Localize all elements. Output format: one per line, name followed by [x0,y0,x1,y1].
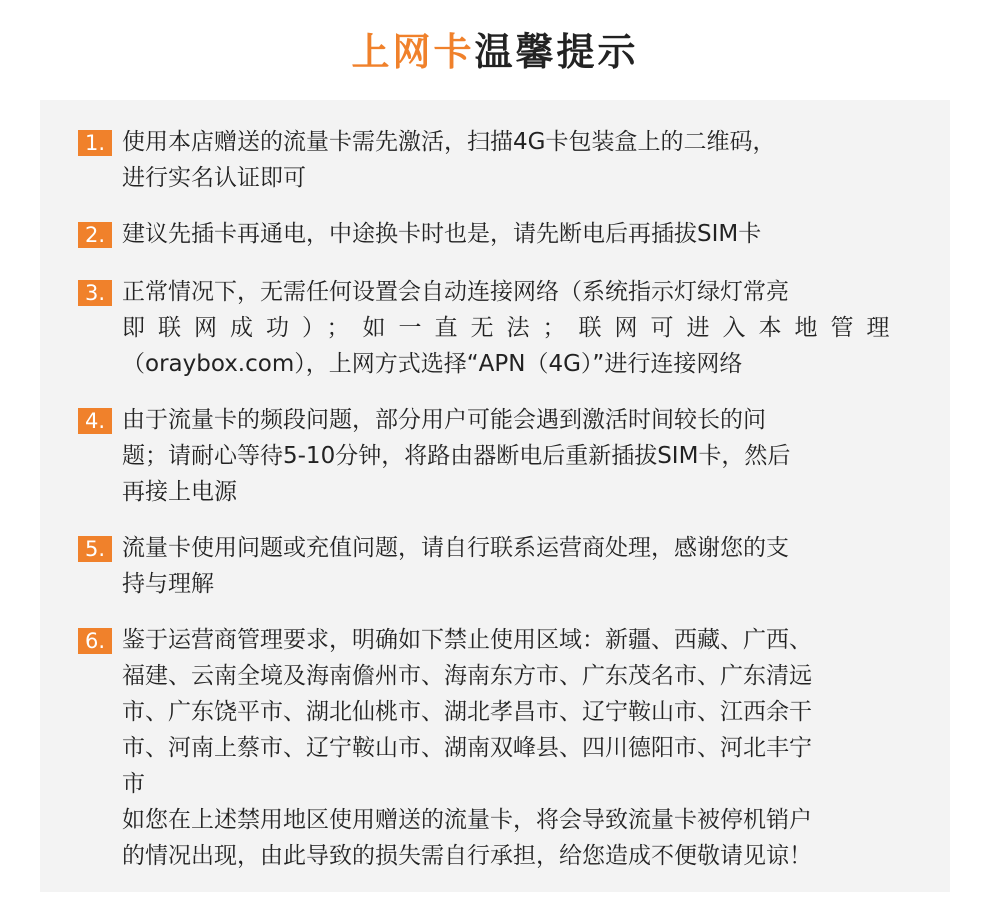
tip-text [122,530,914,602]
title-rest: 温馨提示 [474,30,639,74]
tip-number-badge: 6. [78,628,112,654]
tip-line: 题；请耐心等待5-10分钟，将路由器断电后重新插拔SIM卡，然后 [122,443,791,469]
tip-number-badge: 3. [78,280,112,306]
tip-line: 进行实名认证即可 [122,165,306,191]
tip-text [122,216,914,252]
tip-item-4 [78,402,914,510]
tip-line: 持与理解 [122,571,214,597]
tip-line: 如您在上述禁用地区使用赠送的流量卡，将会导致流量卡被停机销户 [122,807,812,833]
tip-line: 市、广东饶平市、湖北仙桃市、湖北孝昌市、辽宁鞍山市、江西余干 [122,699,812,725]
tip-line: 即联网成功）；如一直无法；联网可进入本地管理 [122,315,903,341]
tip-item-6 [78,622,914,874]
tip-number-badge: 5. [78,536,112,562]
tip-line: 流量卡使用问题或充值问题，请自行联系运营商处理，感谢您的支 [122,535,789,561]
tip-line: 正常情况下，无需任何设置会自动连接网络（系统指示灯绿灯常亮 [122,279,789,305]
tip-item-3 [78,274,914,382]
tip-line: 使用本店赠送的流量卡需先激活，扫描4G卡包装盒上的二维码， [122,129,776,155]
tip-line: 建议先插卡再通电，中途换卡时也是，请先断电后再插拔SIM卡 [122,221,762,247]
tip-text [122,124,914,196]
tip-line: 再接上电源 [122,479,237,505]
tip-line: 福建、云南全境及海南儋州市、海南东方市、广东茂名市、广东清远 [122,663,812,689]
tip-line: 由于流量卡的频段问题，部分用户可能会遇到激活时间较长的问 [122,407,766,433]
tip-number-badge: 2. [78,222,112,248]
tip-text [122,402,914,510]
tip-line: 市、河南上蔡市、辽宁鞍山市、湖南双峰县、四川德阳市、河北丰宁 [122,735,812,761]
page-title [0,26,990,78]
tip-text [122,274,914,382]
tip-line: 的情况出现，由此导致的损失需自行承担，给您造成不便敬请见谅！ [122,843,812,869]
tip-number-badge: 4. [78,408,112,434]
tips-panel [40,100,950,892]
tip-line: 市 [122,771,145,797]
tip-number-badge: 1. [78,130,112,156]
tip-item-1 [78,124,914,196]
tip-text [122,622,914,874]
title-accent: 上网卡 [351,30,475,74]
tip-item-2 [78,216,914,252]
tip-line: （oraybox.com），上网方式选择“APN（4G）”进行连接网络 [122,351,743,377]
tip-line: 鉴于运营商管理要求，明确如下禁止使用区域：新疆、西藏、广西、 [122,627,812,653]
tip-item-5 [78,530,914,602]
